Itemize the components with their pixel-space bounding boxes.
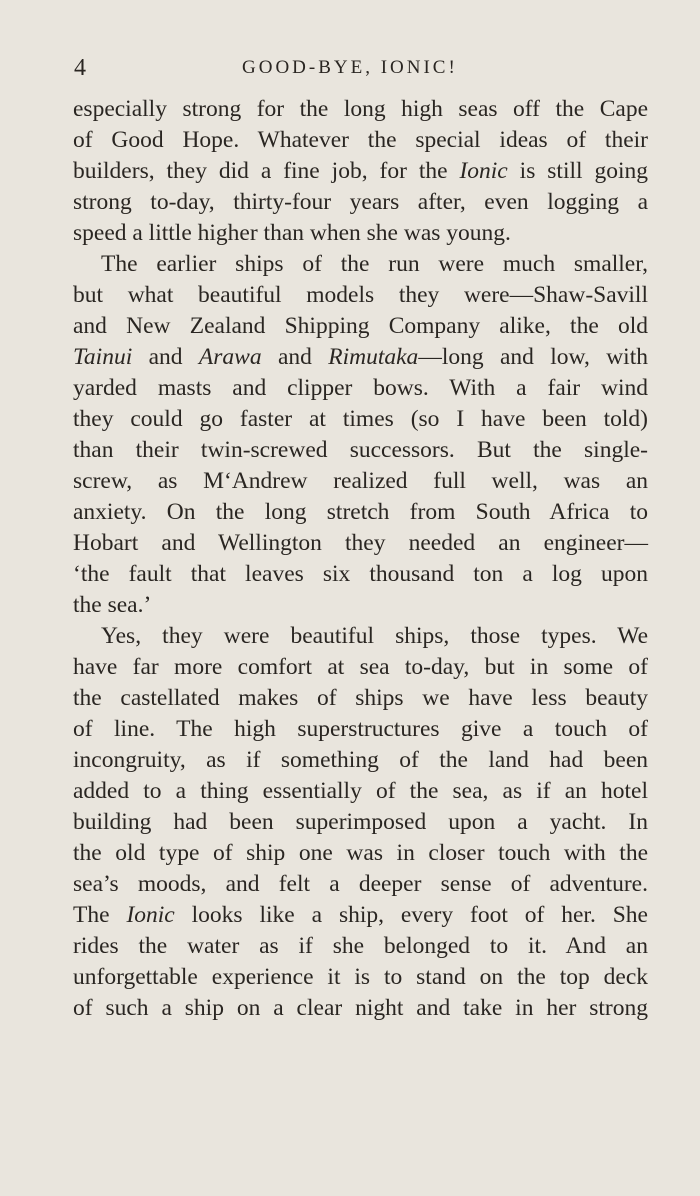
text-line: of line. The high superstructures give a touch of (73, 716, 648, 742)
body-text (73, 94, 648, 1024)
text-line: but what beautiful models they were—Shaw-Savill (73, 282, 648, 308)
text-line: Hobart and Wellington they needed an engineer— (73, 530, 648, 556)
text-line: speed a little higher than when she was young. (73, 220, 511, 246)
paragraph-start-line: The earlier ships of the run were much smaller, (101, 251, 648, 277)
text-line: yarded masts and clipper bows. With a fair wind (73, 375, 648, 401)
text-line: sea’s moods, and felt a deeper sense of adventure. (73, 871, 648, 897)
text-line: The Ionic looks like a ship, every foot of her. She (73, 902, 648, 928)
text-line: the sea.’ (73, 592, 152, 618)
ship-name-italic: Rimutaka (328, 344, 419, 370)
running-title: GOOD-BYE, IONIC! (242, 57, 458, 78)
ship-name-italic: Ionic (126, 902, 175, 928)
text-line: anxiety. On the long stretch from South Africa to (73, 499, 648, 525)
text-line: rides the water as if she belonged to it. And an (73, 933, 648, 959)
text-line: of such a ship on a clear night and take in her strong (73, 995, 648, 1021)
text-line: they could go faster at times (so I have been told) (73, 406, 648, 432)
ship-name-italic: Arawa (198, 344, 262, 370)
text-line: added to a thing essentially of the sea, as if an hotel (73, 778, 648, 804)
text-line: ‘the fault that leaves six thousand ton a log upon (73, 561, 648, 587)
text-line: Tainui and Arawa and Rimutaka—long and low, with (73, 344, 648, 370)
running-head (72, 52, 648, 84)
text-line: screw, as M‘Andrew realized full well, was an (73, 468, 648, 494)
text-line: and New Zealand Shipping Company alike, the old (73, 313, 648, 339)
text-line: than their twin-screwed successors. But the single- (73, 437, 648, 463)
paragraph-start-line: Yes, they were beautiful ships, those types. We (101, 623, 648, 649)
text-line: builders, they did a fine job, for the Ionic is still going (73, 158, 648, 184)
text-line: strong to-day, thirty-four years after, even logging a (73, 189, 648, 215)
text-line: the castellated makes of ships we have less beauty (73, 685, 648, 711)
text-line: incongruity, as if something of the land had been (73, 747, 648, 773)
text-line: unforgettable experience it is to stand on the top deck (73, 964, 648, 990)
text-line: of Good Hope. Whatever the special ideas of their (73, 127, 648, 153)
text-line: have far more comfort at sea to-day, but in some of (73, 654, 648, 680)
text-line: the old type of ship one was in closer touch with the (73, 840, 648, 866)
ship-name-italic: Ionic (459, 158, 508, 184)
text-line: especially strong for the long high seas off the Cape (73, 96, 648, 122)
page-number: 4 (74, 55, 86, 81)
text-line: building had been superimposed upon a yacht. In (73, 809, 648, 835)
ship-name-italic: Tainui (73, 344, 133, 370)
